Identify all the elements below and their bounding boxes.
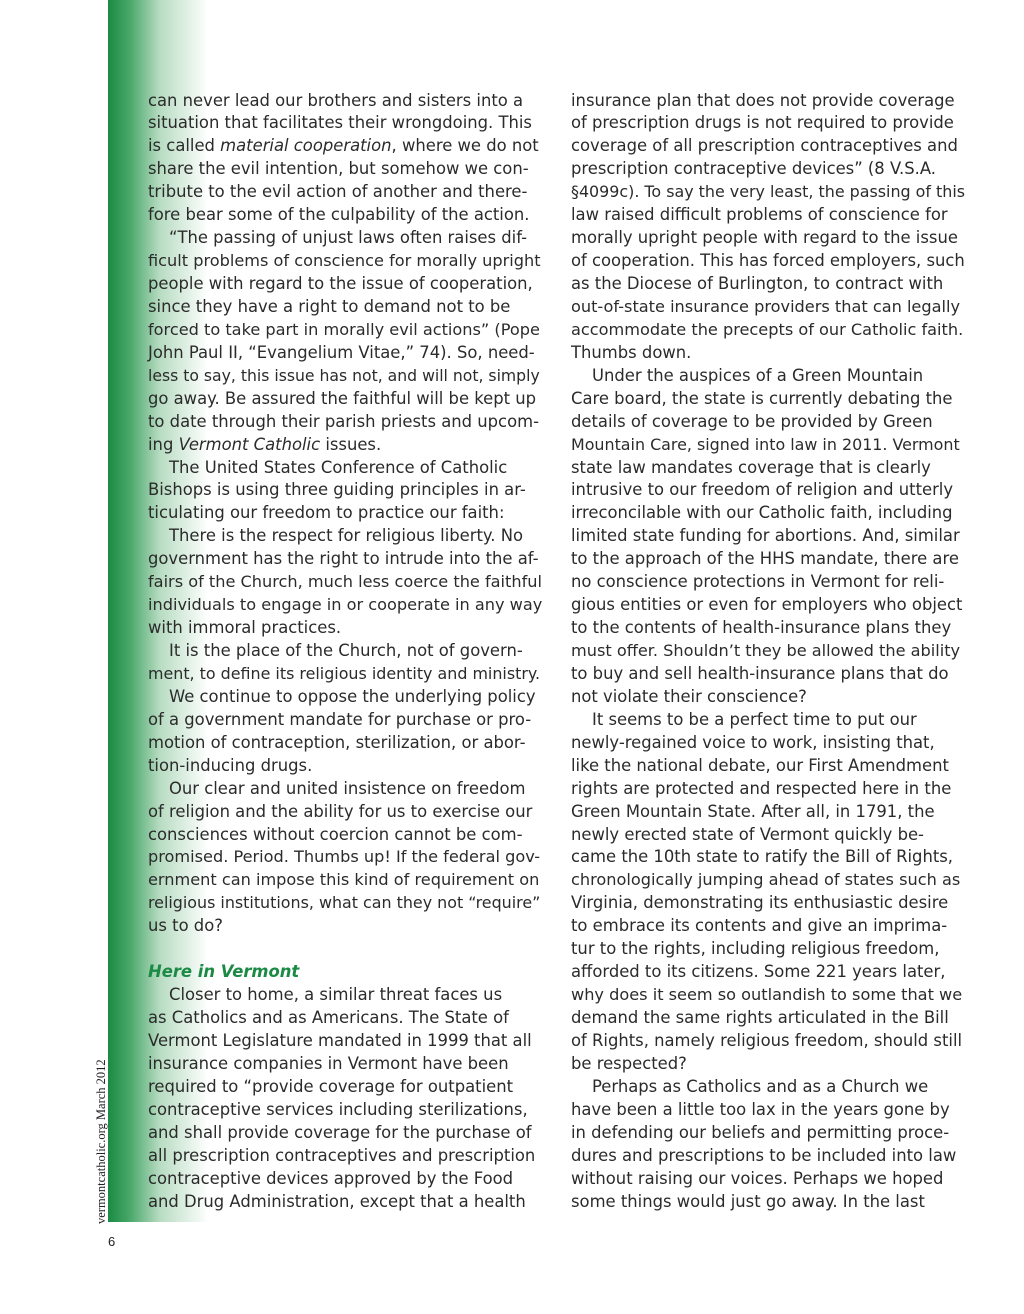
text-line: promised. Period. Thumbs up! If the federal gov- (148, 847, 541, 867)
paragraph-start: Under the auspices of a Green Mountain (592, 365, 924, 385)
text-line: limited state funding for abortions. And, similar (571, 526, 960, 546)
text-line: to the contents of health-insurance plans they (571, 618, 952, 638)
right-column (571, 90, 965, 1214)
paragraph-start: It is the place of the Church, not of govern- (169, 641, 523, 660)
text-line: came the 10th state to ratify the Bill of Rights, (571, 847, 954, 867)
text-line: with immoral practices. (148, 618, 342, 638)
text-line: of cooperation. This has forced employers, such (571, 251, 965, 271)
text-line: ernment can impose this kind of requirement on (148, 870, 540, 890)
text-line: to embrace its contents and give an imprima- (571, 916, 948, 936)
text-line: motion of contraception, sterilization, or abor- (148, 732, 526, 752)
text-line: §4099c). To say the very least, the passing of this (571, 182, 966, 202)
text-span: is called (148, 136, 221, 156)
text-line: of religion and the ability for us to exercise our (148, 801, 533, 821)
side-caption: vermontcatholic.org March 2012 (94, 1059, 108, 1224)
text-line: ticulating our freedom to practice our faith: (148, 503, 505, 523)
text-line: must offer. Shouldn’t they be allowed the ability (571, 641, 961, 660)
text-line: share the evil intention, but somehow we con- (148, 159, 529, 179)
text-span: ing (148, 434, 179, 454)
text-line: and shall provide coverage for the purchase of (148, 1122, 532, 1142)
text-line: Care board, the state is currently debating the (571, 388, 953, 408)
text-line: of prescription drugs is not required to provide (571, 113, 954, 133)
italic-title: Vermont Catholic (178, 434, 321, 454)
text-line: to the approach of the HHS mandate, there are (571, 549, 959, 569)
paragraph-start: “The passing of unjust laws often raises dif- (169, 228, 528, 248)
text-line: details of coverage to be provided by Green (571, 411, 933, 431)
text-line: John Paul II, “Evangelium Vitae,” 74). So, need- (148, 342, 535, 362)
text-line: like the national debate, our First Amendment (571, 755, 949, 775)
text-line: irreconcilable with our Catholic faith, including (571, 503, 953, 523)
text-line: as the Diocese of Burlington, to contract with (571, 274, 944, 293)
text-line: go away. Be assured the faithful will be kept up (148, 388, 537, 408)
text-line: Green Mountain State. After all, in 1791, the (571, 801, 935, 821)
paragraph-start: The United States Conference of Catholic (169, 457, 508, 477)
left-column (148, 90, 542, 1214)
text-line: state law mandates coverage that is clearly (571, 457, 931, 477)
text-line: no conscience protections in Vermont for reli- (571, 572, 945, 592)
text-line: individuals to engage in or cooperate in any way (148, 595, 543, 615)
text-line (148, 135, 542, 158)
paragraph-start: We continue to oppose the underlying policy (169, 686, 536, 706)
text-line: Thumbs down. (571, 342, 692, 362)
paragraph-start: Perhaps as Catholics and as a Church we (592, 1076, 929, 1096)
text-line: chronologically jumping ahead of states such as (571, 870, 961, 890)
text-line: out-of-state insurance providers that can legally (571, 296, 961, 316)
text-line: not violate their conscience? (571, 686, 807, 706)
text-line: newly erected state of Vermont quickly be- (571, 824, 924, 844)
text-line: ficult problems of conscience for morally upright (148, 251, 541, 271)
text-line: tribute to the evil action of another and there- (148, 182, 528, 202)
text-line: insurance companies in Vermont have been (148, 1053, 509, 1073)
text-line: of Rights, namely religious freedom, should still (571, 1030, 963, 1050)
text-line: tion-inducing drugs. (148, 755, 313, 775)
text-line: us to do? (148, 916, 223, 936)
text-line: morally upright people with regard to the issue (571, 228, 958, 248)
text-line: tur to the rights, including religious freedom, (571, 939, 940, 959)
text-line: fore bear some of the culpability of the action. (148, 205, 530, 225)
text-line: since they have a right to demand not to be (148, 296, 511, 316)
paragraph-start: Our clear and united insistence on freedom (169, 778, 526, 798)
paragraph-start: It seems to be a perfect time to put our (592, 709, 917, 729)
text-line: demand the same rights articulated in the Bill (571, 1008, 949, 1027)
text-line: be respected? (571, 1053, 687, 1073)
text-line: all prescription contraceptives and prescription (148, 1145, 536, 1165)
text-line: fairs of the Church, much less coerce the faithful (148, 572, 542, 592)
text-line: as Catholics and as Americans. The State of (148, 1008, 509, 1027)
text-line: prescription contraceptive devices” (8 V.S.A. (571, 159, 937, 179)
text-line: situation that facilitates their wrongdoing. This (148, 113, 532, 133)
spacer (148, 938, 542, 961)
text-line: why does it seem so outlandish to some that we (571, 985, 963, 1005)
text-line: Mountain Care, signed into law in 2011. Vermont (571, 434, 960, 454)
text-line: to date through their parish priests and upcom- (148, 411, 539, 431)
text-line: dures and prescriptions to be included into law (571, 1145, 957, 1165)
page-number: 6 (108, 1234, 116, 1249)
text-line: people with regard to the issue of cooperation, (148, 274, 533, 293)
text-line: without raising our voices. Perhaps we hoped (571, 1168, 944, 1188)
text-line: and Drug Administration, except that a health (148, 1191, 526, 1211)
text-line: contraceptive devices approved by the Food (148, 1168, 514, 1188)
text-line: some things would just go away. In the last (571, 1191, 925, 1211)
text-line: forced to take part in morally evil actions” (Pope (148, 319, 540, 339)
text-line: government has the right to intrude into the af- (148, 549, 539, 569)
text-line: insurance plan that does not provide coverage (571, 90, 955, 110)
text-line: Virginia, demonstrating its enthusiastic desire (571, 893, 949, 913)
text-line: consciences without coercion cannot be com- (148, 824, 523, 844)
text-line: of a government mandate for purchase or pro- (148, 709, 532, 729)
text-line: gious entities or even for employers who object (571, 595, 963, 615)
text-line: rights are protected and respected here in the (571, 778, 952, 798)
text-line: in defending our beliefs and permitting proce- (571, 1122, 950, 1142)
text-span: issues. (320, 434, 382, 454)
paragraph-start: Closer to home, a similar threat faces us (169, 985, 503, 1005)
text-line: Bishops is using three guiding principles in ar- (148, 480, 526, 500)
text-line: contraceptive services including sterilizations, (148, 1099, 528, 1119)
paragraph-start: There is the respect for religious liberty. No (169, 526, 523, 546)
text-line: intrusive to our freedom of religion and utterly (571, 480, 954, 500)
text-line: newly-regained voice to work, insisting that, (571, 732, 935, 752)
text-line: can never lead our brothers and sisters into a (148, 90, 524, 110)
text-line: to buy and sell health-insurance plans that do (571, 663, 949, 683)
text-line: less to say, this issue has not, and will not, simply (148, 365, 540, 385)
italic-term: material cooperation (220, 136, 392, 156)
text-line (148, 434, 542, 457)
text-line: accommodate the precepts of our Catholic faith. (571, 319, 964, 339)
text-line: have been a little too lax in the years gone by (571, 1099, 950, 1119)
text-span: , where we do not (391, 136, 539, 156)
text-line: law raised difficult problems of conscience for (571, 205, 948, 225)
text-line: required to “provide coverage for outpatient (148, 1076, 514, 1096)
text-line: ment, to define its religious identity and ministry. (148, 663, 541, 683)
text-line: afforded to its citizens. Some 221 years later, (571, 962, 946, 982)
section-heading: Here in Vermont (148, 962, 300, 982)
text-line: coverage of all prescription contraceptives and (571, 136, 958, 156)
text-line: Vermont Legislature mandated in 1999 that all (148, 1030, 532, 1050)
text-line: religious institutions, what can they not “require” (148, 893, 541, 913)
